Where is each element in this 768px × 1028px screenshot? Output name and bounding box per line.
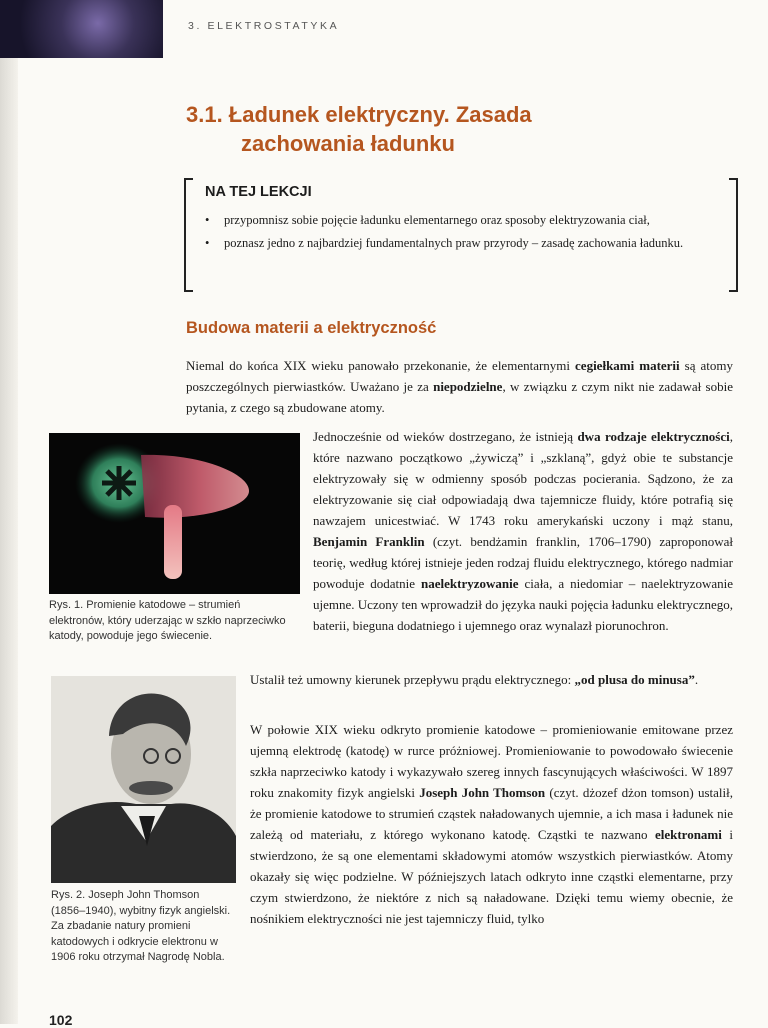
lesson-objective-item: • przypomnisz sobie pojęcie ładunku elementarnego oraz sposoby elektryzowania ciał,	[202, 212, 707, 229]
figure-1-caption: Rys. 1. Promienie katodowe – strumień elektronów, który uderzając w szkło naprzeciwko katody, powoduje jego świecenie.	[49, 599, 286, 642]
page-edge	[0, 0, 18, 1024]
lesson-objectives-list	[202, 212, 707, 258]
lesson-heading: NA TEJ LEKCJI	[205, 184, 312, 200]
text: W połowie XIX wieku odkryto promienie katodowe – promieniowanie emitowane przez ujemną elektrodę (katodę) w rurce próżniowej. Promieniowanie to powodowało świecenie szkła naprzeciwko katody i wykazywało szereg innych fascynujących właściwości. W 1897 roku znakomity fizyk angielski	[250, 722, 733, 800]
bold-term: elektronami	[654, 827, 722, 842]
bold-term: dwa rodzaje elektryczności	[577, 429, 730, 444]
paragraph-2	[313, 426, 733, 636]
figure-cathode-rays	[49, 433, 300, 594]
paragraph-3	[250, 669, 733, 690]
lesson-objectives-box	[184, 178, 738, 293]
text: .	[694, 672, 699, 687]
bold-term: „od plusa do minusa”	[574, 672, 695, 687]
figure-2-caption: Rys. 2. Joseph John Thomson (1856–1940), wybitny fizyk angielski. Za zbadanie natury promieni katodowych i odkrycie elektronu w 1906 roku otrzymał Nagrodę Nobla.	[51, 889, 231, 963]
text: (czyt. dżozef dżon tomson) ustalił, że promienie katodowe to strumień cząstek naładowanych ujemnie, a ich masa i ładunek nie zależą od materiału, z którego wykonano katodę. Cząstki te nazwano	[250, 785, 734, 842]
text: Niemal do końca XIX wieku panowało przekonanie, że elementarnymi	[186, 358, 576, 373]
portrait-illustration	[51, 676, 236, 883]
text: i stwierdzono, że są one elementami składowymi atomów wszystkich pierwiastków. Atomy okazały się więc podzielne. W późniejszych latach odkryto inne cząstki elementarne, przy czym stwierdzono, że niektóre z nich są naładowane. Dzięki temu wiemy obecnie, że nośnikiem elektryczności nie jest tajemniczy fluid, tylko	[250, 827, 733, 926]
bold-term: Joseph John Thomson	[419, 785, 546, 800]
section-heading: Budowa materii a elektryczność	[186, 319, 437, 337]
chapter-header: 3. ELEKTROSTATYKA	[188, 20, 340, 32]
text: , w związku z czym nikt nie zadawał sobie pytania, z czego są zbudowane atomy.	[186, 379, 734, 415]
corner-photo	[0, 0, 163, 58]
text: ciała, a niedomiar – naelektryzowanie ujemne. Uczony ten wprowadził do języka nauki pojęcia ładunku elektrycznego, baterii, bieguna dodatniego i ujemnego oraz wynalazł piorunochron.	[313, 576, 733, 633]
bold-term: niepodzielne	[433, 379, 503, 394]
text: (czyt. bendżamin franklin, 1706–1790) zaproponował teorię, według której istnieje jeden rodzaj fluidu elektrycznego, którego nadmiar powoduje dodatnie	[313, 534, 733, 591]
paragraph-4	[250, 719, 733, 929]
page-title	[186, 100, 666, 158]
text: Jednocześnie od wieków dostrzegano, że istnieją	[313, 429, 578, 444]
lesson-objective-item: • poznasz jedno z najbardziej fundamentalnych praw przyrody – zasadę zachowania ładunku.	[202, 235, 707, 252]
text: są atomy poszczególnych pierwiastków. Uważano je za	[186, 358, 733, 394]
bold-term: cegiełkami materii	[575, 358, 680, 373]
title-line-2: zachowania ładunku	[241, 131, 455, 156]
title-line-1: 3.1. Ładunek elektryczny. Zasada	[186, 102, 532, 127]
cathode-tube-illustration	[49, 433, 300, 594]
paragraph-1	[186, 355, 733, 418]
figure-thomson-portrait	[51, 676, 236, 883]
left-bracket	[184, 178, 193, 292]
text: Ustalił też umowny kierunek przepływu prądu elektrycznego:	[250, 672, 575, 687]
page-number: 102	[49, 1012, 73, 1028]
right-bracket	[729, 178, 738, 292]
text: , które nazwano początkowo „żywiczą” i „szklaną”, gdyż obie te substancje elektryzowały się w odmienny sposób podczas pocierania. Sądzono, że za elektryzowanie się ciał odpowiadają dwa tajemnicze fluidy, które potrafią się nawzajem unicestwiać. W 1743 roku amerykański uczony i mąż stanu,	[313, 429, 733, 528]
bold-term: Benjamin Franklin	[313, 534, 425, 549]
bold-term: naelektryzowanie	[421, 576, 519, 591]
